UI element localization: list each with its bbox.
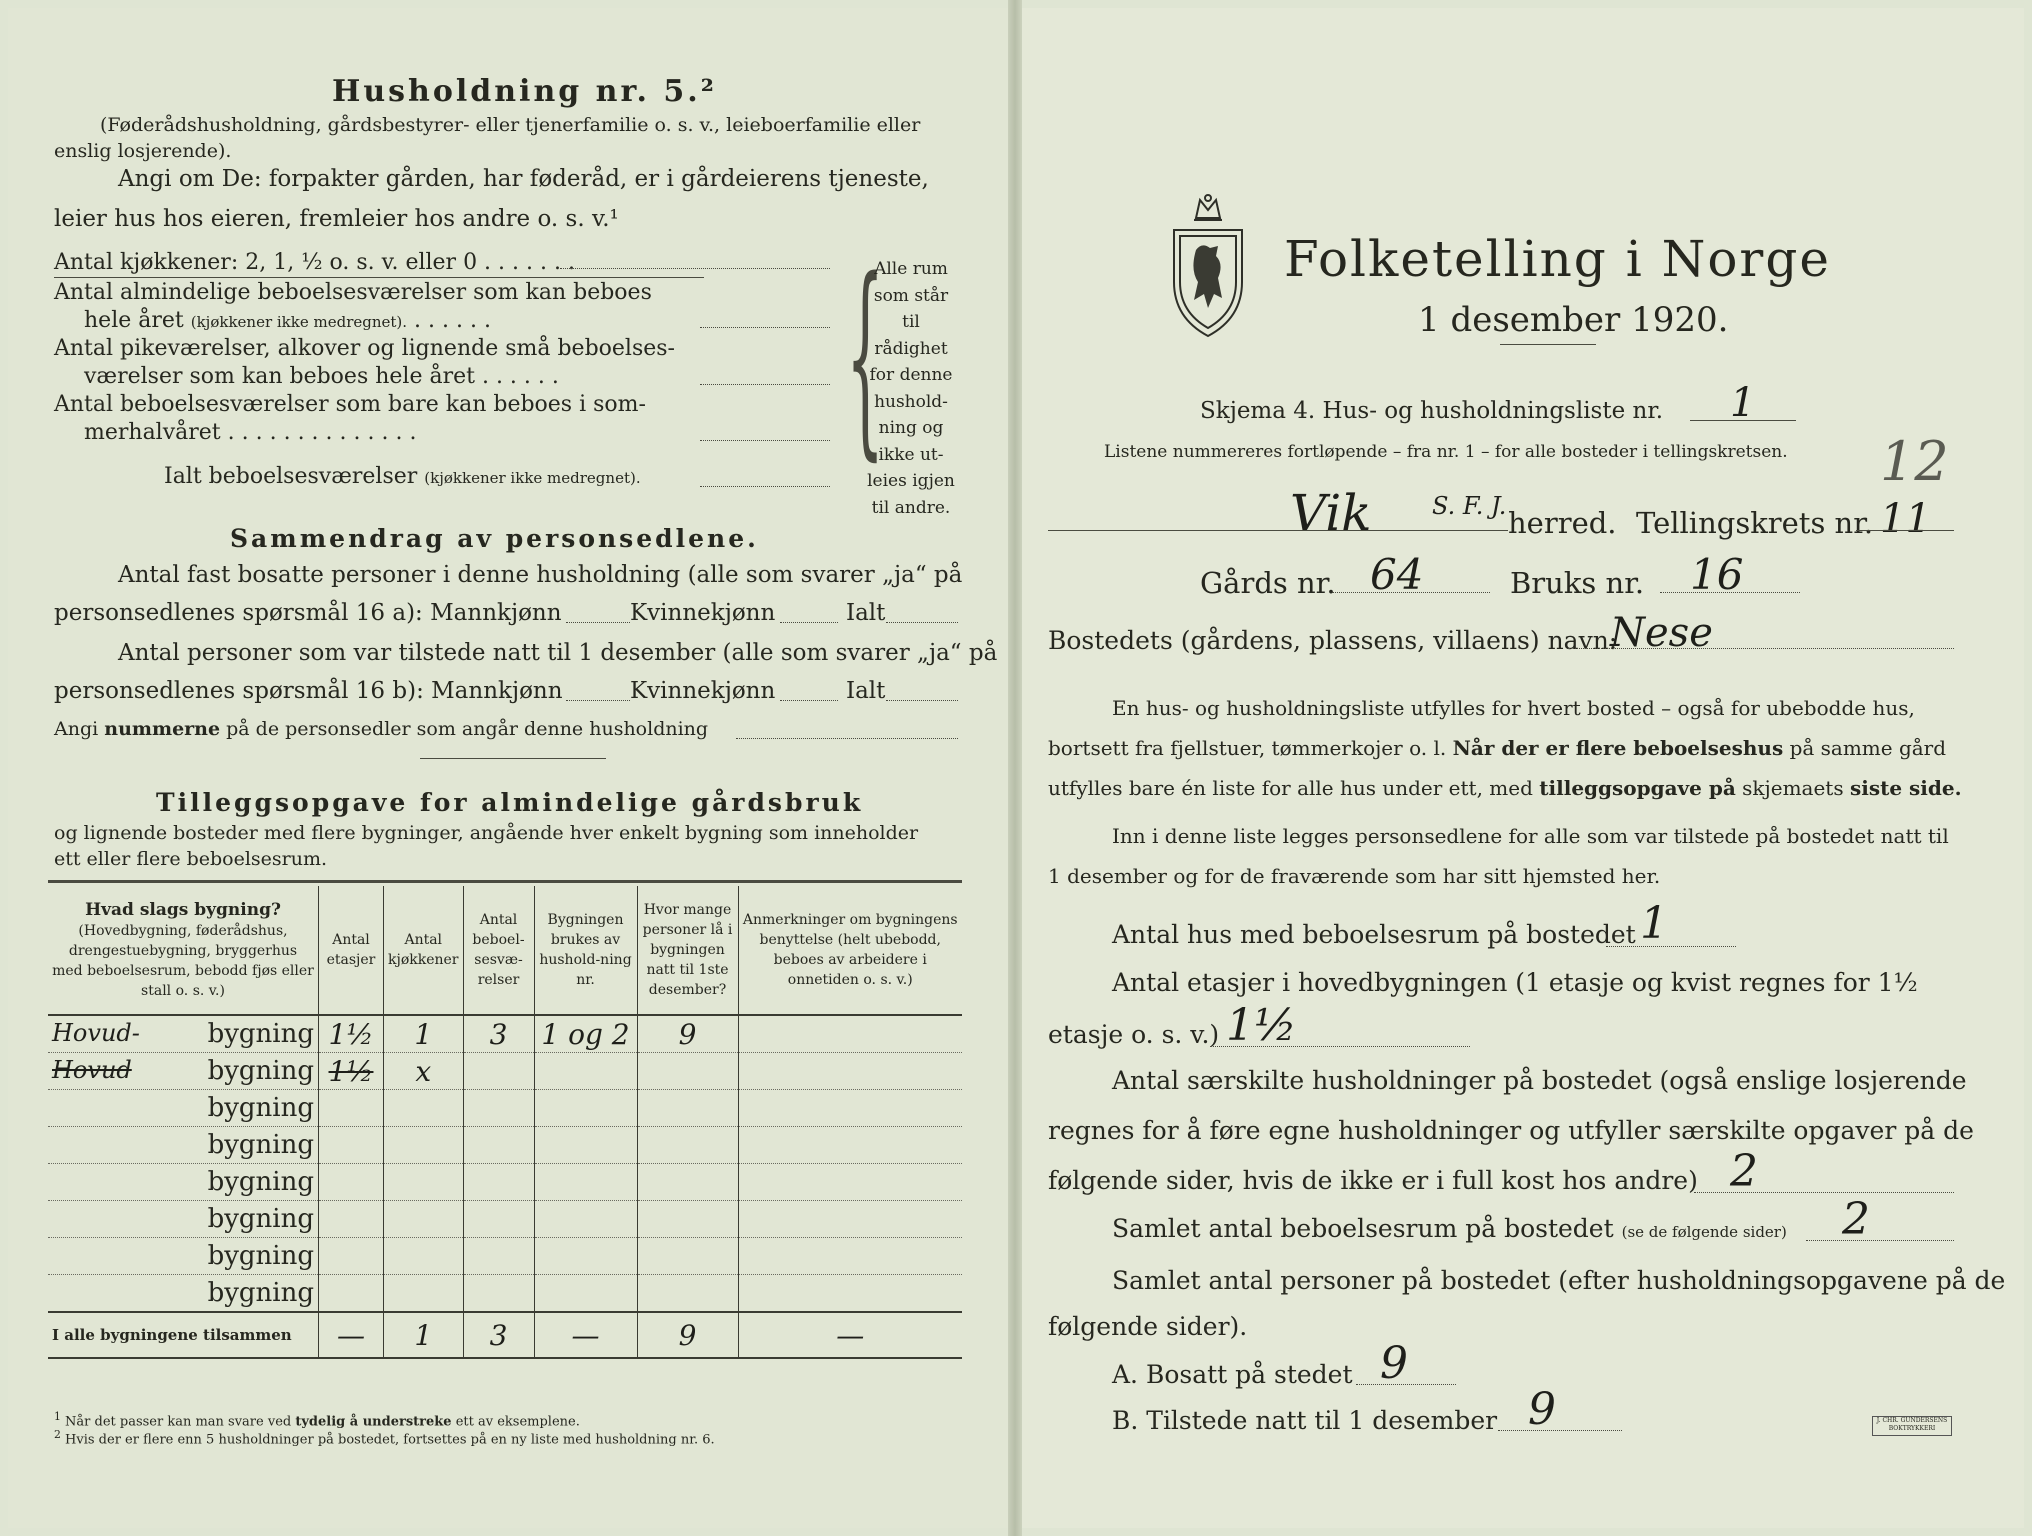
b-value[interactable]: 9 bbox=[1528, 1384, 1556, 1435]
q-rum-small: (se de følgende sider) bbox=[1621, 1223, 1787, 1241]
rooms-ordinary-2-text: hele året bbox=[84, 308, 184, 333]
herred-label: herred. bbox=[1508, 506, 1617, 540]
instr-3-pre: utfylles bare én liste for alle hus under ett, med bbox=[1048, 776, 1533, 800]
floors-cell[interactable] bbox=[319, 1090, 384, 1127]
persons-cell[interactable] bbox=[637, 1090, 738, 1127]
form-title: Folketelling i Norge bbox=[1284, 230, 1831, 288]
side-note-line: ning og bbox=[878, 418, 944, 438]
schema-label: Skjema 4. Hus- og husholdningsliste nr. bbox=[1200, 398, 1664, 424]
kitchens-cell[interactable]: x bbox=[384, 1053, 464, 1090]
persons-cell[interactable] bbox=[637, 1053, 738, 1090]
footnote-1-post: ett av eksemplene. bbox=[455, 1414, 580, 1430]
b-label: B. Tilstede natt til 1 desember bbox=[1112, 1406, 1498, 1435]
brace: { bbox=[846, 236, 885, 482]
instr-3 bbox=[1048, 776, 1962, 800]
q-rum-value[interactable]: 2 bbox=[1842, 1194, 1870, 1245]
household-note-line1: (Føderådshusholdning, gårdsbestyrer- eller tjenerfamilie o. s. v., leieboerfamilie eller bbox=[100, 114, 921, 136]
table-row bbox=[48, 1127, 962, 1164]
summary-b-male-field[interactable] bbox=[566, 700, 630, 701]
herred-extra: S. F. J. bbox=[1432, 492, 1507, 520]
numbering-note: Listene nummereres fortløpende – fra nr. 1 – for alle bosteder i tellingskretsen. bbox=[1104, 442, 1788, 462]
col-building-type-sub: (Hovedbygning, føderådshus, drengestuebygning, bryggerhus med beboelsesrum, bebodd fjøs eller stall o. s. v.) bbox=[52, 922, 314, 999]
type-cell[interactable] bbox=[48, 1238, 319, 1275]
page-fold bbox=[1008, 0, 1022, 1536]
rooms-maid-2: værelser som kan beboes hele året . . . . . . bbox=[84, 364, 559, 389]
corner-number: 12 bbox=[1880, 430, 1949, 493]
maid-rooms-field[interactable] bbox=[700, 384, 830, 385]
q-rum bbox=[1112, 1214, 1787, 1243]
kitchens-cell[interactable]: 1 bbox=[384, 1015, 464, 1053]
summary-b-total-field[interactable] bbox=[886, 700, 958, 701]
persons-cell[interactable]: 9 bbox=[637, 1015, 738, 1053]
summary-a-female-field[interactable] bbox=[780, 622, 838, 623]
supplement-line2: ett eller flere beboelsesrum. bbox=[54, 848, 328, 870]
total-rooms[interactable]: 3 bbox=[463, 1312, 534, 1358]
side-note-line: ikke ut- bbox=[878, 444, 944, 465]
form-date: 1 desember 1920. bbox=[1418, 300, 1729, 340]
q-rum-label: Samlet antal beboelsesrum på bostedet bbox=[1112, 1214, 1614, 1243]
side-note bbox=[864, 256, 958, 521]
notes-cell[interactable] bbox=[738, 1201, 962, 1238]
a-value[interactable]: 9 bbox=[1380, 1338, 1408, 1389]
instr-1: En hus- og husholdningsliste utfylles for hvert bosted – også for ubebodde hus, bbox=[1112, 696, 1915, 720]
angi-nummerne-pre: Angi bbox=[54, 718, 99, 740]
summer-rooms-field[interactable] bbox=[700, 440, 830, 441]
q-pers-2: følgende sider). bbox=[1048, 1312, 1248, 1341]
q-etasjer-value[interactable]: 1½ bbox=[1226, 1000, 1297, 1051]
table-row bbox=[48, 1053, 962, 1090]
table-top-rule bbox=[48, 880, 962, 883]
tellingskrets-value[interactable]: 11 bbox=[1880, 496, 1931, 542]
rooms-maid-1: Antal pikeværelser, alkover og lignende små beboelses- bbox=[54, 336, 675, 361]
tellingskrets-label: Tellingskrets nr. bbox=[1636, 506, 1874, 540]
q-etasjer-2: etasje o. s. v.) bbox=[1048, 1020, 1220, 1049]
a-line bbox=[1356, 1384, 1456, 1385]
rooms-cell[interactable]: 3 bbox=[463, 1015, 534, 1053]
floors-cell[interactable] bbox=[319, 1238, 384, 1275]
floors-cell[interactable] bbox=[319, 1127, 384, 1164]
angi-nummerne-post: på de personsedler som angår denne husholdning bbox=[226, 718, 709, 740]
summary-a1: Antal fast bosatte personer i denne husholdning (alle som svarer „ja“ på bbox=[118, 562, 963, 588]
kitchens-cell[interactable] bbox=[384, 1201, 464, 1238]
instr-5: 1 desember og for de fraværende som har sitt hjemsted her. bbox=[1048, 864, 1661, 888]
notes-cell[interactable] bbox=[738, 1127, 962, 1164]
bygning-label: bygning bbox=[207, 1167, 314, 1197]
q-etasjer-1: Antal etasjer i hovedbygningen (1 etasje og kvist regnes for 1½ bbox=[1112, 968, 1918, 997]
bosted-value[interactable]: Nese bbox=[1610, 610, 1713, 656]
title-divider bbox=[1500, 344, 1596, 345]
bygning-label: bygning bbox=[207, 1204, 314, 1234]
summary-b1: Antal personer som var tilstede natt til 1 desember (alle som svarer „ja“ på bbox=[118, 640, 998, 666]
type-cell[interactable] bbox=[48, 1015, 319, 1053]
side-note-line: rådighet bbox=[874, 338, 948, 359]
q-etasjer-line bbox=[1210, 1046, 1470, 1047]
tellingskrets-line bbox=[1856, 530, 1954, 531]
type-value: Hovud- bbox=[52, 1019, 140, 1047]
gards-value[interactable]: 64 bbox=[1370, 550, 1424, 599]
notes-cell[interactable] bbox=[738, 1164, 962, 1201]
footnote-2-text: Hvis der er flere enn 5 husholdninger på bostedet, fortsettes på en ny liste med husholdning nr. 6. bbox=[65, 1432, 715, 1448]
household-note-line2: enslig losjerende). bbox=[54, 140, 232, 162]
kitchens-field[interactable] bbox=[560, 268, 830, 269]
supplement-title: Tilleggsopgave for almindelige gårdsbruk bbox=[156, 788, 864, 817]
household-cell[interactable] bbox=[534, 1053, 637, 1090]
q-hush-value[interactable]: 2 bbox=[1730, 1146, 1758, 1197]
angi-nummerne-bold: nummerne bbox=[104, 718, 221, 740]
table-row bbox=[48, 1015, 962, 1053]
gards-label: Gårds nr. bbox=[1200, 566, 1336, 600]
q-hus-value[interactable]: 1 bbox=[1640, 898, 1668, 949]
side-note-line: Alle rum bbox=[874, 259, 948, 279]
table-header-row bbox=[48, 886, 962, 1015]
q-hush-2: regnes for å føre egne husholdninger og utfyller særskilte opgaver på de bbox=[1048, 1116, 1974, 1145]
bosted-label: Bostedets (gårdens, plassens, villaens) navn: bbox=[1048, 626, 1618, 655]
type-cell[interactable] bbox=[48, 1090, 319, 1127]
rooms-summer-2: merhalvåret . . . . . . . . . . . . . . bbox=[84, 420, 417, 445]
persons-cell[interactable] bbox=[637, 1201, 738, 1238]
total-persons[interactable]: 9 bbox=[637, 1312, 738, 1358]
persons-cell[interactable] bbox=[637, 1127, 738, 1164]
rooms-cell[interactable] bbox=[463, 1127, 534, 1164]
total-label: I alle bygningene tilsammen bbox=[48, 1312, 319, 1358]
household-title: Husholdning nr. 5.² bbox=[332, 74, 717, 109]
footnote-1-bold: tydelig å understreke bbox=[295, 1414, 452, 1430]
coat-of-arms-icon bbox=[1166, 190, 1250, 340]
bygning-label: bygning bbox=[207, 1278, 314, 1308]
col-rooms: Antal beboel-sesvæ-relser bbox=[463, 886, 534, 1015]
rooms-total-text: Ialt beboelsesværelser bbox=[164, 464, 418, 489]
col-floors: Antal etasjer bbox=[319, 886, 384, 1015]
instr-3-mid: skjemaets bbox=[1742, 776, 1844, 800]
angi-nummerne-field[interactable] bbox=[736, 738, 958, 739]
total-floors[interactable]: — bbox=[319, 1312, 384, 1358]
instr-2-post: på samme gård bbox=[1789, 736, 1947, 760]
col-persons: Hvor mange personer lå i bygningen natt til 1ste desember? bbox=[637, 886, 738, 1015]
bygning-label: bygning bbox=[207, 1093, 314, 1123]
col-kitchens: Antal kjøkkener bbox=[384, 886, 464, 1015]
instr-2-bold: Når der er flere beboelseshus bbox=[1452, 736, 1784, 760]
table-row bbox=[48, 1164, 962, 1201]
herred-value[interactable]: Vik bbox=[1290, 484, 1372, 542]
col-notes: Anmerkninger om bygningens benyttelse (helt ubebodd, beboes av arbeidere i onnetiden o. s. v.) bbox=[738, 886, 962, 1015]
notes-cell[interactable] bbox=[738, 1238, 962, 1275]
side-note-line: til andre. bbox=[871, 497, 951, 518]
type-cell[interactable] bbox=[48, 1164, 319, 1201]
summary-a-male-field[interactable] bbox=[566, 622, 630, 623]
rooms-cell[interactable] bbox=[463, 1201, 534, 1238]
rooms-cell[interactable] bbox=[463, 1275, 534, 1313]
notes-cell[interactable] bbox=[738, 1015, 962, 1053]
col-building-type bbox=[48, 886, 319, 1015]
rooms-total-small: (kjøkkener ikke medregnet). bbox=[424, 469, 641, 487]
bygning-label: bygning bbox=[207, 1241, 314, 1271]
table-row bbox=[48, 1201, 962, 1238]
household-cell[interactable] bbox=[534, 1275, 637, 1313]
footnote-2: $^2$ Hvis der er flere enn 5 husholdninger på bostedet, fortsettes på en ny liste med husholdning nr. 6. bbox=[54, 1428, 715, 1448]
buildings-table bbox=[48, 886, 962, 1359]
summary-b-female-field[interactable] bbox=[780, 700, 838, 701]
kitchens-cell[interactable] bbox=[384, 1164, 464, 1201]
instr-4: Inn i denne liste legges personsedlene for alle som var tilstede på bostedet natt til bbox=[1112, 824, 1949, 848]
instr-3-bold2: siste side. bbox=[1849, 776, 1962, 800]
rooms-ordinary-1: Antal almindelige beboelsesværelser som kan beboes bbox=[54, 280, 652, 305]
kitchens-cell[interactable] bbox=[384, 1275, 464, 1313]
notes-cell[interactable] bbox=[738, 1275, 962, 1313]
rooms-ordinary-2-small: (kjøkkener ikke medregnet). bbox=[190, 313, 408, 331]
q-hush-1: Antal særskilte husholdninger på bostedet (også enslige losjerende bbox=[1112, 1066, 1967, 1095]
footnote-1-pre: Når det passer kan man svare ved bbox=[65, 1414, 292, 1430]
notes-cell[interactable] bbox=[738, 1090, 962, 1127]
summary-a2: personsedlenes spørsmål 16 a): Mannkjønn bbox=[54, 600, 562, 626]
list-number-line bbox=[1690, 420, 1796, 421]
bygning-label: bygning bbox=[207, 1056, 314, 1086]
angi-nummerne bbox=[54, 718, 708, 740]
kitchens-cell[interactable] bbox=[384, 1090, 464, 1127]
q-hus-label: Antal hus med beboelsesrum på bostedet bbox=[1112, 920, 1636, 949]
floors-cell[interactable]: 1½ bbox=[319, 1053, 384, 1090]
divider-line bbox=[54, 277, 704, 278]
col-building-type-main: Hvad slags bygning? bbox=[85, 899, 281, 920]
type-cell[interactable] bbox=[48, 1275, 319, 1313]
table-row bbox=[48, 1275, 962, 1313]
type-cell[interactable] bbox=[48, 1053, 319, 1090]
persons-cell[interactable] bbox=[637, 1275, 738, 1313]
table-total-row bbox=[48, 1312, 962, 1358]
angi-line1: Angi om De: forpakter gården, har føderåd, er i gårdeierens tjeneste, bbox=[118, 166, 929, 192]
rooms-cell[interactable] bbox=[463, 1238, 534, 1275]
col-household: Bygningen brukes av hushold-ning nr. bbox=[534, 886, 637, 1015]
floors-cell[interactable] bbox=[319, 1164, 384, 1201]
bruks-value[interactable]: 16 bbox=[1690, 550, 1744, 599]
herred-line bbox=[1048, 530, 1508, 531]
rooms-ordinary-2: hele året (kjøkkener ikke medregnet). . . . . . . bbox=[84, 308, 491, 333]
floors-cell[interactable] bbox=[319, 1275, 384, 1313]
bruks-line bbox=[1660, 592, 1800, 593]
q-hush-line bbox=[1694, 1192, 1954, 1193]
list-number[interactable]: 1 bbox=[1730, 380, 1756, 426]
summary-a-total-label: Ialt bbox=[846, 600, 886, 626]
supplement-line1: og lignende bosteder med flere bygninger, angående hver enkelt bygning som inneholder bbox=[54, 822, 919, 844]
summary-title: Sammendrag av personsedlene. bbox=[230, 524, 759, 553]
bruks-label: Bruks nr. bbox=[1510, 566, 1645, 600]
side-note-line: som står til bbox=[873, 285, 949, 332]
q-hus-line bbox=[1606, 946, 1736, 947]
type-cell[interactable] bbox=[48, 1127, 319, 1164]
angi-line2: leier hus hos eieren, fremleier hos andre o. s. v.¹ bbox=[54, 206, 619, 232]
q-pers-1: Samlet antal personer på bostedet (efter husholdningsopgavene på de bbox=[1112, 1266, 2006, 1295]
floors-cell[interactable]: 1½ bbox=[319, 1015, 384, 1053]
q-hush-3: følgende sider, hvis de ikke er i full kost hos andre) bbox=[1048, 1166, 1698, 1195]
side-note-line: for denne bbox=[869, 365, 953, 385]
gards-line bbox=[1332, 592, 1490, 593]
household-cell[interactable] bbox=[534, 1238, 637, 1275]
printer-stamp: J. CHR. GUNDERSENS BOKTRYKKERI bbox=[1872, 1416, 1952, 1436]
floors-cell[interactable] bbox=[319, 1201, 384, 1238]
total-rooms-field[interactable] bbox=[700, 486, 830, 487]
persons-cell[interactable] bbox=[637, 1164, 738, 1201]
notes-cell[interactable] bbox=[738, 1053, 962, 1090]
section-divider bbox=[420, 758, 606, 759]
instr-3-bold: tilleggsopgave på bbox=[1539, 776, 1736, 800]
table-row bbox=[48, 1090, 962, 1127]
side-note-line: hushold- bbox=[874, 391, 948, 412]
kitchens-cell[interactable] bbox=[384, 1127, 464, 1164]
bygning-label: bygning bbox=[207, 1130, 314, 1160]
summary-b-total-label: Ialt bbox=[846, 678, 886, 704]
rooms-total bbox=[164, 464, 641, 489]
household-cell[interactable] bbox=[534, 1127, 637, 1164]
household-cell[interactable] bbox=[534, 1090, 637, 1127]
persons-cell[interactable] bbox=[637, 1238, 738, 1275]
summary-a-female-label: Kvinnekjønn bbox=[630, 600, 776, 626]
total-household[interactable]: — bbox=[534, 1312, 637, 1358]
side-note-line: leies igjen bbox=[867, 471, 955, 491]
q-rum-line bbox=[1806, 1240, 1954, 1241]
household-cell[interactable] bbox=[534, 1201, 637, 1238]
rooms-cell[interactable] bbox=[463, 1053, 534, 1090]
summary-b-female-label: Kvinnekjønn bbox=[630, 678, 776, 704]
type-cell[interactable] bbox=[48, 1201, 319, 1238]
rooms-summer-1: Antal beboelsesværelser som bare kan beboes i som- bbox=[54, 392, 646, 417]
bosted-line bbox=[1568, 648, 1954, 649]
household-cell[interactable]: 1 og 2 bbox=[534, 1015, 637, 1053]
b-line bbox=[1498, 1430, 1622, 1431]
rooms-cell[interactable] bbox=[463, 1164, 534, 1201]
total-notes[interactable]: — bbox=[738, 1312, 962, 1358]
instr-2-pre: bortsett fra fjellstuer, tømmerkojer o. l. bbox=[1048, 736, 1447, 760]
summary-b2: personsedlenes spørsmål 16 b): Mannkjønn bbox=[54, 678, 563, 704]
a-label: A. Bosatt på stedet bbox=[1112, 1360, 1353, 1389]
bygning-label: bygning bbox=[207, 1019, 314, 1049]
rooms-cell[interactable] bbox=[463, 1090, 534, 1127]
rooms-kitchens: Antal kjøkkener: 2, 1, ½ o. s. v. eller 0 . . . . . . . bbox=[54, 250, 575, 275]
ordinary-rooms-field[interactable] bbox=[700, 327, 830, 328]
summary-a-total-field[interactable] bbox=[886, 622, 958, 623]
total-kitchens[interactable]: 1 bbox=[384, 1312, 464, 1358]
household-cell[interactable] bbox=[534, 1164, 637, 1201]
footnote-1: $^1$ Når det passer kan man svare ved tydelig å understreke ett av eksemplene. bbox=[54, 1410, 580, 1430]
instr-2 bbox=[1048, 736, 1946, 760]
table-row bbox=[48, 1238, 962, 1275]
kitchens-cell[interactable] bbox=[384, 1238, 464, 1275]
type-value: Hovud bbox=[52, 1056, 132, 1084]
